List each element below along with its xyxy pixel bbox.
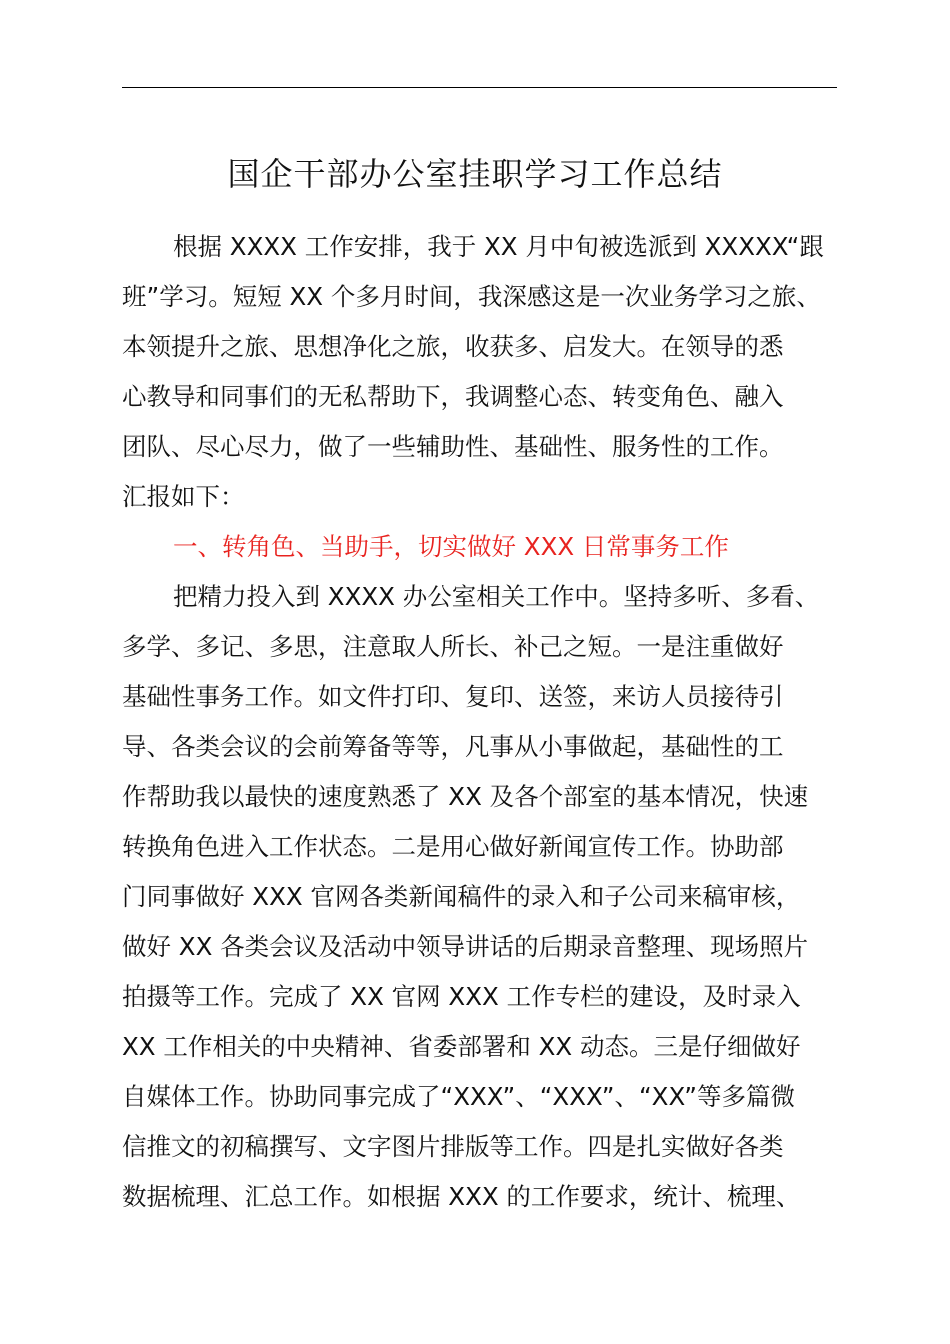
paragraph-line: 把精力投入到 XXXX 办公室相关工作中。坚持多听、多看、 bbox=[173, 582, 820, 611]
paragraph-line: 拍摄等工作。完成了 XX 官网 XXX 工作专栏的建设，及时录入 bbox=[122, 982, 801, 1011]
paragraph-line: 导、各类会议的会前筹备等等，凡事从小事做起，基础性的工 bbox=[122, 732, 784, 761]
paragraph-line: 做好 XX 各类会议及活动中领导讲话的后期录音整理、现场照片 bbox=[122, 932, 809, 961]
paragraph-line: 心教导和同事们的无私帮助下，我调整心态、转变角色、融入 bbox=[122, 382, 784, 411]
paragraph-line: 汇报如下： bbox=[122, 482, 245, 511]
paragraph-line: 数据梳理、汇总工作。如根据 XXX 的工作要求，统计、梳理、 bbox=[122, 1182, 801, 1211]
paragraph-line: 团队、尽心尽力，做了一些辅助性、基础性、服务性的工作。 bbox=[122, 432, 784, 461]
paragraph-line: 自媒体工作。协助同事完成了“XXX”、“XXX”、“XX”等多篇微 bbox=[122, 1082, 795, 1111]
document-title: 国企干部办公室挂职学习工作总结 bbox=[227, 155, 723, 193]
paragraph-line: 多学、多记、多思，注意取人所长、补己之短。一是注重做好 bbox=[122, 632, 784, 661]
paragraph-line: 作帮助我以最快的速度熟悉了 XX 及各个部室的基本情况，快速 bbox=[122, 782, 809, 811]
paragraph-line: 本领提升之旅、思想净化之旅，收获多、启发大。在领导的悉 bbox=[122, 332, 784, 361]
paragraph-line: XX 工作相关的中央精神、省委部署和 XX 动态。三是仔细做好 bbox=[122, 1032, 801, 1061]
paragraph-line: 班”学习。短短 XX 个多月时间，我深感这是一次业务学习之旅、 bbox=[122, 282, 821, 311]
paragraph-line: 基础性事务工作。如文件打印、复印、送签，来访人员接待引 bbox=[122, 682, 784, 711]
paragraph-line: 转换角色进入工作状态。二是用心做好新闻宣传工作。协助部 bbox=[122, 832, 784, 861]
section-heading: 一、转角色、当助手，切实做好 XXX 日常事务工作 bbox=[173, 532, 729, 561]
header-rule bbox=[122, 87, 837, 88]
paragraph-line: 信推文的初稿撰写、文字图片排版等工作。四是扎实做好各类 bbox=[122, 1132, 784, 1161]
paragraph-line: 根据 XXXX 工作安排，我于 XX 月中旬被选派到 XXXXX“跟 bbox=[173, 232, 824, 261]
paragraph-line: 门同事做好 XXX 官网各类新闻稿件的录入和子公司来稿审核， bbox=[122, 882, 801, 911]
